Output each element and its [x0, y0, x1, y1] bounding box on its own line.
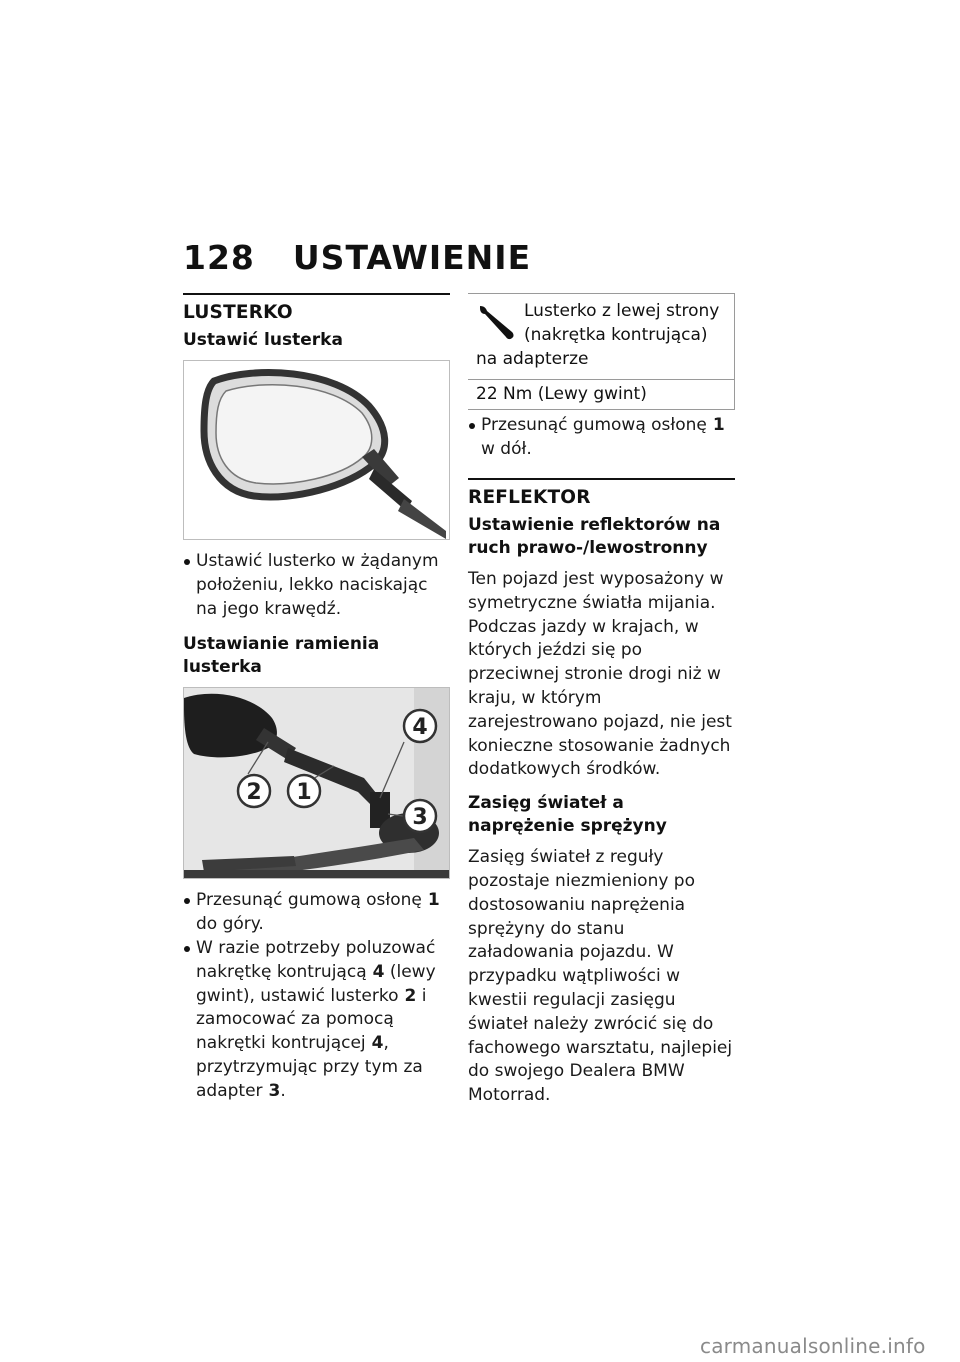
- bullet-item: Ustawić lusterko w żądanym położeniu, lekko naciskając na jego krawędź.: [183, 550, 450, 621]
- callout-3: [404, 800, 436, 832]
- bullet-list-2: [183, 889, 450, 1103]
- torque-spec-box: [468, 293, 735, 410]
- subheading-headlight-range: Zasięg świateł a naprężenie sprężyny: [468, 793, 667, 837]
- right-column: [468, 293, 735, 1118]
- bullet-item: Przesunąć gumową osłonę 1 do góry.: [183, 889, 450, 937]
- ref-number: 1: [427, 890, 440, 911]
- mirror-figure: [183, 360, 450, 540]
- subheading-headlight-traffic: Ustawienie reflektorów na ruch prawo-/lewostronny: [468, 514, 721, 558]
- bullet-item: Przesunąć gumową osłonę 1 w dół.: [468, 414, 735, 462]
- watermark: carmanualsonline.info: [700, 1334, 926, 1358]
- mirror-illustration: [184, 361, 449, 539]
- bullet-item: W razie potrzeby poluzować nakrętkę kontrującą 4 (lewy gwint), ustawić lusterko 2 i zamocować za pomocą nakrętki kontrującej 4, przytrzymując przy tym za adapter 3.: [183, 937, 450, 1104]
- page-title: USTAWIENIE: [292, 238, 532, 277]
- ref-number: 2: [404, 985, 417, 1006]
- torque-spec-value: 22 Nm (Lewy gwint): [476, 384, 647, 405]
- ref-number: 1: [712, 415, 725, 436]
- callout-4-label: 4: [412, 715, 428, 741]
- page-header: [183, 238, 531, 277]
- bullet-list-1: [183, 550, 450, 621]
- left-column: [183, 293, 450, 1116]
- torque-wrench-icon: [476, 302, 518, 342]
- ref-number: 3: [268, 1080, 281, 1101]
- section-title-reflektor: REFLEKTOR: [468, 486, 591, 508]
- subheading-adjust-arm: Ustawianie ramienia lusterka: [183, 634, 380, 678]
- callout-2: [238, 775, 270, 807]
- subheading-adjust-mirrors: Ustawić lusterka: [183, 330, 343, 350]
- section-divider: [468, 478, 735, 480]
- page-number: 128: [183, 238, 255, 277]
- mirror-arm-figure: [183, 687, 450, 879]
- callout-3-label: 3: [412, 805, 428, 831]
- callout-1: [288, 775, 320, 807]
- callout-4: [404, 710, 436, 742]
- torque-spec-label: Lusterko z lewej strony (nakrętka kontrująca) na adapterze: [468, 294, 734, 380]
- bullet-list-3: [468, 414, 735, 462]
- callout-1-label: 1: [296, 780, 312, 806]
- section-title-lusterko: LUSTERKO: [183, 302, 293, 323]
- paragraph-headlight-symmetric: Ten pojazd jest wyposażony w symetryczne światła mijania. Podczas jazdy w krajach, w których jeździ się po przeciwnej stronie drogi niż w kraju, w którym zarejestrowano pojazd, nie jest konieczne stosowanie żadnych dodatkowych środków.: [468, 568, 732, 780]
- section-divider: [183, 293, 450, 295]
- callout-2-label: 2: [246, 780, 262, 806]
- ref-number: 4: [371, 1033, 384, 1054]
- ref-number: 4: [372, 961, 385, 982]
- paragraph-headlight-range: Zasięg świateł z reguły pozostaje niezmieniony po dostosowaniu naprężenia sprężyny do stanu załadowania pojazdu. W przypadku wątpliwości w kwestii regulacji zasięgu świateł należy zwrócić się do fachowego warsztatu, najlepiej do swojego Dealera BMW Motorrad.: [468, 847, 733, 1106]
- mirror-arm-illustration: [184, 688, 449, 878]
